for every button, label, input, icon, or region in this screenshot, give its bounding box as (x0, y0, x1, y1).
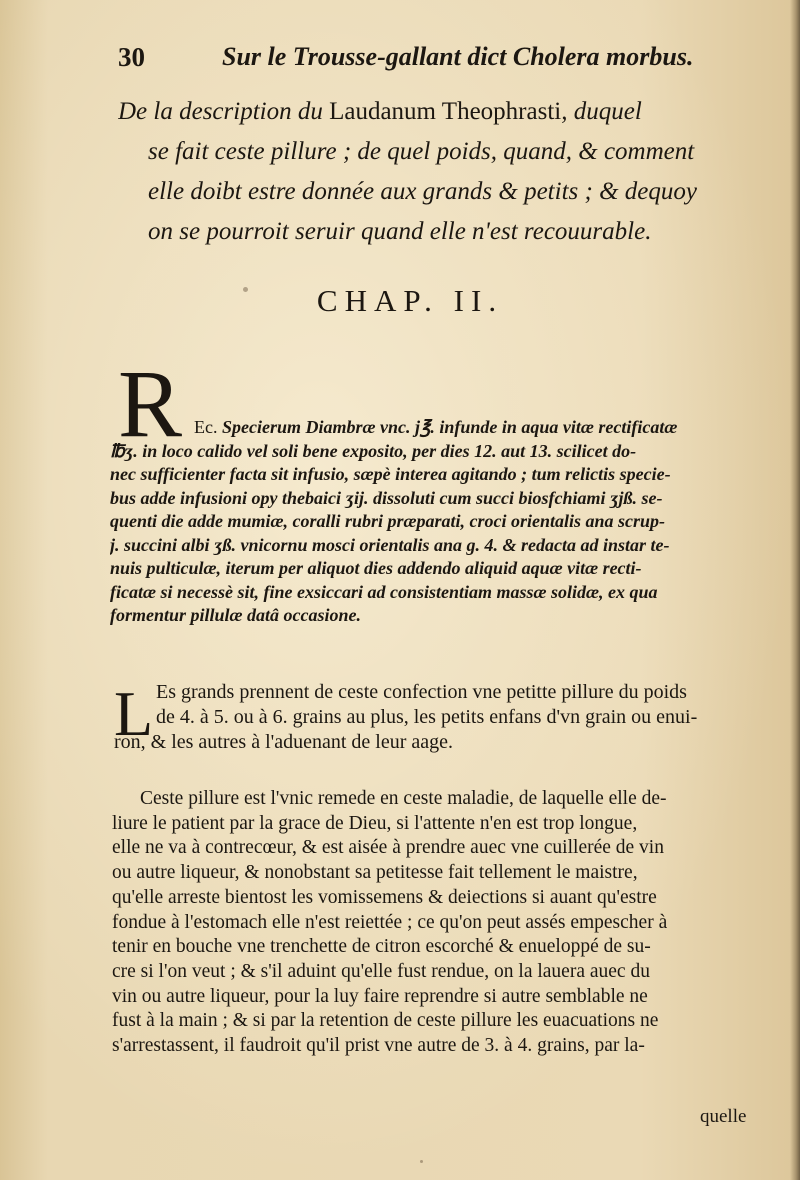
paper-speck (243, 287, 248, 292)
recipe-line-8: ficatæ si necessè sit, fine exsiccari ad consistentiam massæ solidæ, ex qua (110, 581, 658, 602)
paper-speck (420, 1160, 423, 1163)
description-line-3: elle doibt estre donnée aux grands & petits ; & dequoy (148, 178, 697, 205)
page-header (118, 40, 788, 80)
dosage-line-1: Es grands prennent de ceste confection vne petitte pillure du poids (156, 681, 687, 703)
dosage-line-3: ron, & les autres à l'aduenant de leur aage. (114, 731, 454, 753)
description-line-1-end: , duquel (561, 98, 642, 125)
recipe-line-9: formentur pillulæ datâ occasione. (110, 605, 362, 625)
remedy-line: fust à la main ; & si par la retention de ceste pillure les euacuations ne (112, 1010, 659, 1032)
recipe-line-1-text: Specierum Diambræ vnc. j℥. infunde in aqua vitæ rectificatæ (217, 417, 678, 437)
recipe-line-6: j. succini albi ʒß. vnicornu mosci orientalis ana g. 4. & redacta ad instar te- (110, 534, 670, 555)
description-line-2: se fait ceste pillure ; de quel poids, quand, & comment (148, 138, 695, 165)
remedy-line: liure le patient par la grace de Dieu, si l'attente n'en est trop longue, (112, 812, 638, 834)
dosage-drop-cap: L (114, 678, 154, 749)
recipe-line-4: bus adde infusioni opy thebaici ʒij. dissoluti cum succi biosfchiami ʒjß. se- (110, 487, 663, 508)
chapter-heading: CHAP. II. (316, 283, 504, 318)
dosage-line-2: de 4. à 5. ou à 6. grains au plus, les petits enfans d'vn grain ou enui- (156, 706, 698, 728)
recipe-paragraph (110, 350, 790, 724)
remedy-line: qu'elle arreste bientost les vomissemens & deiections si auant qu'estre (112, 886, 657, 908)
remedy-line: cre si l'on veut ; & s'il aduint qu'elle fust rendue, on la lauera auec du (112, 960, 650, 982)
remedy-line: Ceste pillure est l'vnic remede en ceste maladie, de laquelle elle de- (140, 788, 667, 809)
recipe-line-1 (110, 416, 790, 440)
remedy-line: fondue à l'estomach elle n'est reiettée ; ce qu'on peut assés empescher à (112, 911, 668, 933)
remedy-paragraph (112, 787, 790, 1059)
description-line-1 (118, 92, 798, 132)
paper-speck (660, 150, 663, 153)
description-line-1-roman: Laudanum Theophrasti (329, 98, 562, 125)
recipe-line-3: nec sufficienter facta sit infusio, sæpè interea agitando ; tum relictis specie- (110, 464, 671, 484)
recipe-line-7: nuis pulticulæ, iterum per aliquot dies addendo aliquid aquæ vitæ recti- (110, 558, 642, 578)
chapter-description (118, 92, 798, 252)
description-line-4: on se pourroit seruir quand elle n'est recouurable. (148, 218, 652, 245)
recipe-line-5: quenti die adde mumiæ, coralli rubri præparati, croci orientalis ana scrup- (110, 511, 666, 531)
page-number: 30 (118, 42, 145, 72)
remedy-line: vin ou autre liqueur, pour la luy faire reprendre si autre semblable ne (112, 985, 648, 1007)
remedy-line: ou autre liqueur, & nonobstant sa petitesse fait tellement le maistre, (112, 862, 638, 884)
remedy-line: s'arrestassent, il faudroit qu'il prist vne autre de 3. à 4. grains, par la- (112, 1035, 645, 1057)
remedy-line: tenir en bouche vne trenchette de citron escorché & enueloppé de su- (112, 936, 651, 958)
remedy-line: elle ne va à contrecœur, & est aisée à prendre auec vne cuillerée de vin (112, 837, 664, 859)
catchword: quelle (700, 1106, 747, 1127)
recipe-drop-cap: R (118, 350, 183, 457)
dosage-paragraph (114, 680, 790, 755)
page-gutter-shadow (790, 0, 800, 1180)
recipe-line-1-lead: Ec. (194, 417, 218, 437)
running-head: Sur le Trousse-gallant dict Cholera morbus. (222, 42, 694, 71)
description-line-1-italic: De la description du (118, 98, 330, 125)
recipe-line-2: ℔ʒ. in loco calido vel soli bene exposito, per dies 12. aut 13. scilicet do- (110, 440, 637, 461)
